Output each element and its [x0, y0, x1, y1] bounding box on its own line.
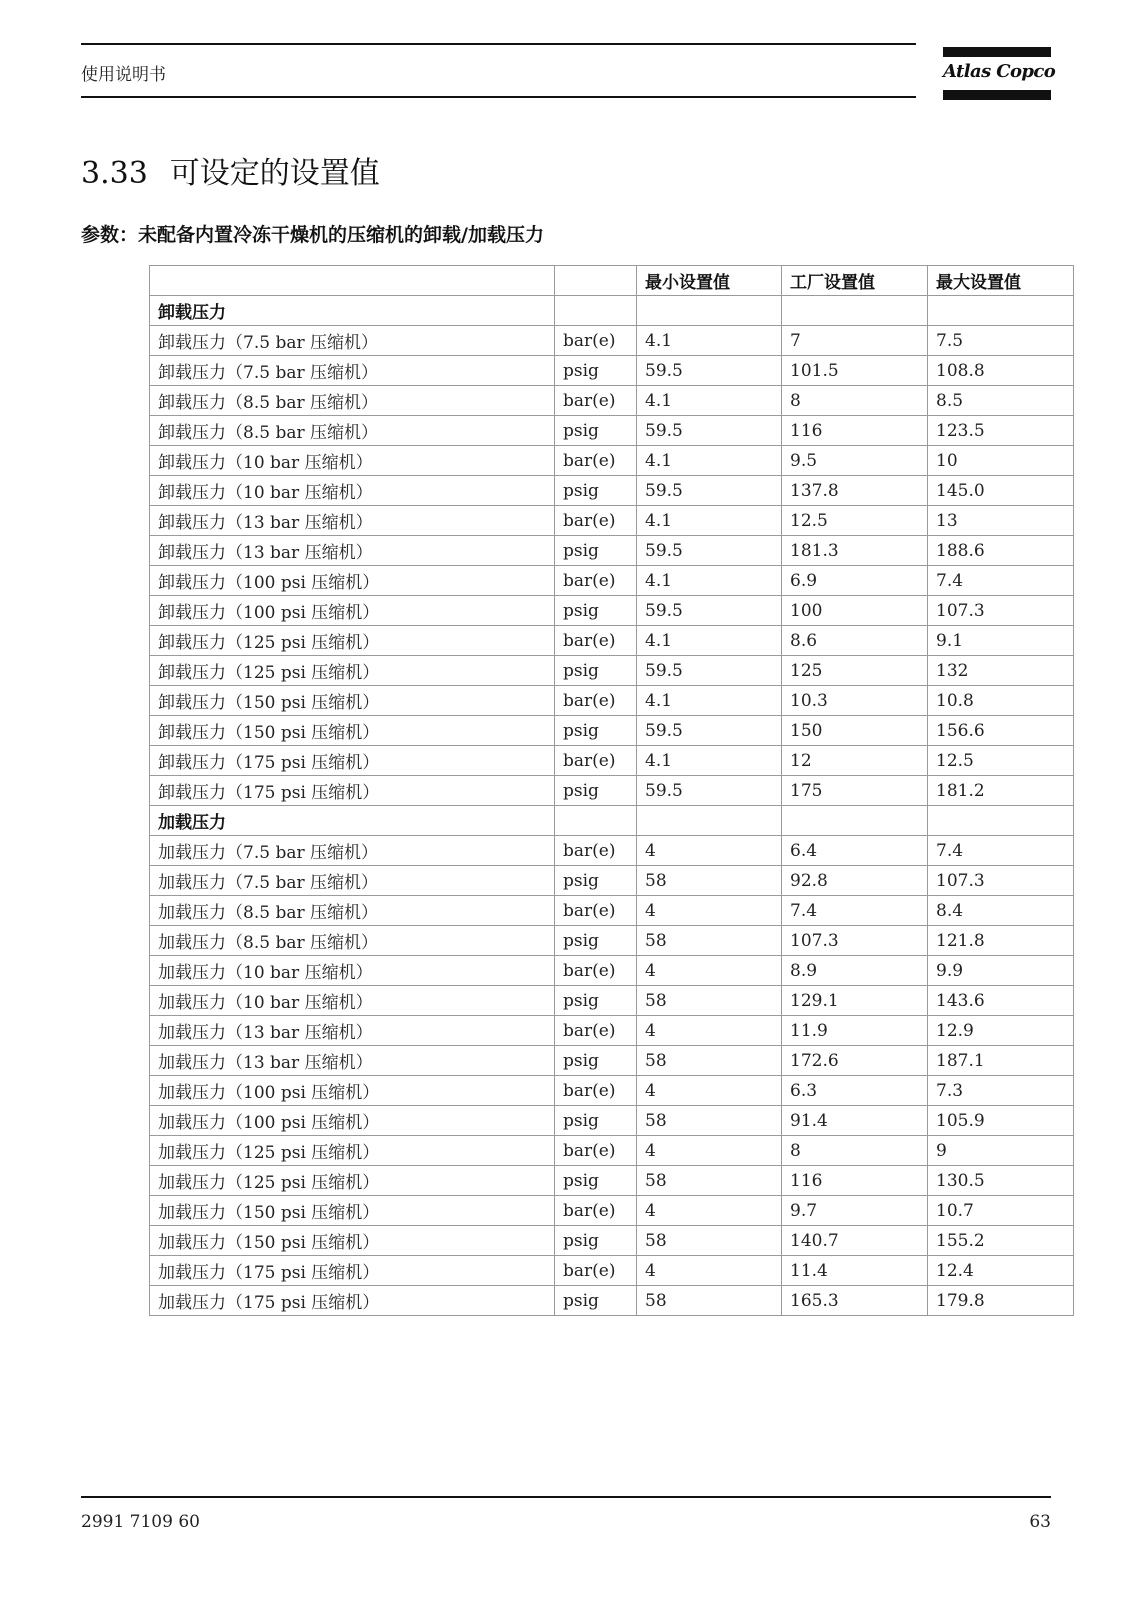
empty-cell [928, 296, 1074, 326]
cell-parameter: 加载压力（13 bar 压缩机） [150, 1016, 555, 1046]
cell-max: 108.8 [928, 356, 1074, 386]
cell-max: 13 [928, 506, 1074, 536]
cell-unit: bar(e) [555, 1016, 637, 1046]
cell-parameter: 卸载压力（100 psi 压缩机） [150, 596, 555, 626]
table-row [150, 716, 1074, 746]
cell-min: 59.5 [637, 536, 782, 566]
header-bottom-rule [81, 96, 916, 98]
cell-max: 9 [928, 1136, 1074, 1166]
cell-min: 4 [637, 836, 782, 866]
group-header-row [150, 806, 1074, 836]
cell-unit: bar(e) [555, 1196, 637, 1226]
empty-cell [637, 806, 782, 836]
cell-max: 10 [928, 446, 1074, 476]
table-row [150, 1106, 1074, 1136]
table-row [150, 566, 1074, 596]
cell-min: 58 [637, 1286, 782, 1316]
cell-factory: 150 [782, 716, 928, 746]
cell-factory: 8.6 [782, 626, 928, 656]
cell-max: 132 [928, 656, 1074, 686]
table-row [150, 656, 1074, 686]
group-label: 卸载压力 [150, 296, 555, 326]
cell-parameter: 卸载压力（175 psi 压缩机） [150, 776, 555, 806]
table-row [150, 896, 1074, 926]
column-header-factory: 工厂设置值 [782, 266, 928, 296]
cell-factory: 92.8 [782, 866, 928, 896]
cell-parameter: 加载压力（7.5 bar 压缩机） [150, 866, 555, 896]
table-row [150, 446, 1074, 476]
cell-unit: bar(e) [555, 506, 637, 536]
cell-max: 9.1 [928, 626, 1074, 656]
cell-min: 59.5 [637, 476, 782, 506]
cell-parameter: 加载压力（175 psi 压缩机） [150, 1286, 555, 1316]
cell-parameter: 加载压力（175 psi 压缩机） [150, 1256, 555, 1286]
cell-min: 59.5 [637, 416, 782, 446]
cell-factory: 125 [782, 656, 928, 686]
cell-min: 4.1 [637, 326, 782, 356]
cell-max: 123.5 [928, 416, 1074, 446]
cell-factory: 129.1 [782, 986, 928, 1016]
cell-factory: 11.4 [782, 1256, 928, 1286]
cell-parameter: 加载压力（100 psi 压缩机） [150, 1106, 555, 1136]
cell-factory: 12 [782, 746, 928, 776]
column-header-min: 最小设置值 [637, 266, 782, 296]
cell-factory: 7 [782, 326, 928, 356]
cell-factory: 100 [782, 596, 928, 626]
group-header-row [150, 296, 1074, 326]
cell-factory: 175 [782, 776, 928, 806]
cell-unit: bar(e) [555, 1136, 637, 1166]
cell-max: 121.8 [928, 926, 1074, 956]
cell-factory: 12.5 [782, 506, 928, 536]
section-number: 3.33 [81, 156, 148, 191]
manual-title: 使用说明书 [81, 65, 166, 85]
cell-min: 59.5 [637, 596, 782, 626]
cell-parameter: 加载压力（8.5 bar 压缩机） [150, 896, 555, 926]
cell-factory: 165.3 [782, 1286, 928, 1316]
cell-min: 4 [637, 1136, 782, 1166]
table-row [150, 1076, 1074, 1106]
cell-parameter: 加载压力（125 psi 压缩机） [150, 1166, 555, 1196]
cell-max: 105.9 [928, 1106, 1074, 1136]
cell-parameter: 卸载压力（7.5 bar 压缩机） [150, 356, 555, 386]
cell-min: 58 [637, 866, 782, 896]
cell-min: 58 [637, 1046, 782, 1076]
empty-cell [928, 806, 1074, 836]
cell-max: 9.9 [928, 956, 1074, 986]
cell-min: 4.1 [637, 686, 782, 716]
cell-min: 4.1 [637, 506, 782, 536]
table-row [150, 326, 1074, 356]
logo-top-bar [943, 47, 1051, 57]
settings-table-body [150, 266, 1074, 1316]
table-row [150, 1226, 1074, 1256]
cell-unit: psig [555, 1286, 637, 1316]
cell-unit: psig [555, 1106, 637, 1136]
cell-max: 12.4 [928, 1256, 1074, 1286]
cell-parameter: 卸载压力（150 psi 压缩机） [150, 716, 555, 746]
cell-min: 4.1 [637, 566, 782, 596]
cell-min: 59.5 [637, 716, 782, 746]
cell-factory: 10.3 [782, 686, 928, 716]
cell-parameter: 卸载压力（13 bar 压缩机） [150, 506, 555, 536]
table-row [150, 1166, 1074, 1196]
cell-max: 188.6 [928, 536, 1074, 566]
cell-max: 7.3 [928, 1076, 1074, 1106]
cell-parameter: 加载压力（150 psi 压缩机） [150, 1226, 555, 1256]
cell-max: 12.5 [928, 746, 1074, 776]
cell-parameter: 加载压力（7.5 bar 压缩机） [150, 836, 555, 866]
cell-unit: bar(e) [555, 1256, 637, 1286]
table-row [150, 1196, 1074, 1226]
cell-unit: psig [555, 656, 637, 686]
table-row [150, 686, 1074, 716]
atlas-copco-logo [943, 47, 1056, 101]
cell-factory: 107.3 [782, 926, 928, 956]
cell-max: 181.2 [928, 776, 1074, 806]
cell-unit: bar(e) [555, 326, 637, 356]
table-row [150, 746, 1074, 776]
cell-min: 4 [637, 1196, 782, 1226]
cell-unit: psig [555, 926, 637, 956]
cell-factory: 8 [782, 386, 928, 416]
cell-unit: psig [555, 1046, 637, 1076]
cell-unit: psig [555, 536, 637, 566]
cell-max: 155.2 [928, 1226, 1074, 1256]
table-row [150, 1046, 1074, 1076]
cell-max: 179.8 [928, 1286, 1074, 1316]
cell-max: 7.5 [928, 326, 1074, 356]
cell-parameter: 卸载压力（8.5 bar 压缩机） [150, 416, 555, 446]
cell-parameter: 卸载压力（7.5 bar 压缩机） [150, 326, 555, 356]
cell-max: 7.4 [928, 566, 1074, 596]
cell-max: 8.5 [928, 386, 1074, 416]
cell-factory: 9.5 [782, 446, 928, 476]
document-number: 2991 7109 60 [81, 1512, 200, 1532]
cell-max: 107.3 [928, 866, 1074, 896]
table-row [150, 386, 1074, 416]
cell-parameter: 卸载压力（13 bar 压缩机） [150, 536, 555, 566]
parameter-subtitle: 参数：未配备内置冷冻干燥机的压缩机的卸载/加载压力 [81, 224, 544, 246]
table-row [150, 1256, 1074, 1286]
logo-text: Atlas Copco [943, 61, 1056, 82]
table-row [150, 836, 1074, 866]
cell-parameter: 加载压力（10 bar 压缩机） [150, 986, 555, 1016]
cell-min: 58 [637, 926, 782, 956]
empty-cell [555, 806, 637, 836]
empty-cell [637, 296, 782, 326]
cell-min: 58 [637, 1106, 782, 1136]
cell-factory: 8.9 [782, 956, 928, 986]
cell-min: 4.1 [637, 446, 782, 476]
cell-max: 12.9 [928, 1016, 1074, 1046]
cell-unit: psig [555, 1166, 637, 1196]
cell-factory: 6.3 [782, 1076, 928, 1106]
table-row [150, 776, 1074, 806]
cell-parameter: 卸载压力（175 psi 压缩机） [150, 746, 555, 776]
cell-unit: psig [555, 986, 637, 1016]
table-row [150, 1016, 1074, 1046]
cell-max: 10.7 [928, 1196, 1074, 1226]
cell-unit: bar(e) [555, 1076, 637, 1106]
cell-unit: bar(e) [555, 386, 637, 416]
cell-factory: 116 [782, 416, 928, 446]
cell-factory: 7.4 [782, 896, 928, 926]
cell-max: 130.5 [928, 1166, 1074, 1196]
cell-unit: psig [555, 476, 637, 506]
page-number: 63 [1029, 1512, 1051, 1532]
cell-unit: bar(e) [555, 836, 637, 866]
cell-parameter: 卸载压力（125 psi 压缩机） [150, 656, 555, 686]
cell-min: 58 [637, 1166, 782, 1196]
cell-parameter: 卸载压力（8.5 bar 压缩机） [150, 386, 555, 416]
column-header-unit [555, 266, 637, 296]
table-row [150, 626, 1074, 656]
table-row [150, 536, 1074, 566]
cell-max: 156.6 [928, 716, 1074, 746]
cell-min: 4 [637, 956, 782, 986]
cell-factory: 140.7 [782, 1226, 928, 1256]
cell-factory: 6.9 [782, 566, 928, 596]
cell-parameter: 卸载压力（150 psi 压缩机） [150, 686, 555, 716]
cell-unit: psig [555, 596, 637, 626]
cell-unit: bar(e) [555, 626, 637, 656]
cell-unit: bar(e) [555, 896, 637, 926]
table-row [150, 416, 1074, 446]
cell-min: 58 [637, 1226, 782, 1256]
cell-factory: 181.3 [782, 536, 928, 566]
cell-parameter: 加载压力（125 psi 压缩机） [150, 1136, 555, 1166]
column-header-max: 最大设置值 [928, 266, 1074, 296]
cell-min: 59.5 [637, 356, 782, 386]
cell-min: 59.5 [637, 656, 782, 686]
cell-max: 8.4 [928, 896, 1074, 926]
cell-unit: bar(e) [555, 446, 637, 476]
group-label: 加载压力 [150, 806, 555, 836]
table-row [150, 506, 1074, 536]
cell-factory: 137.8 [782, 476, 928, 506]
cell-unit: psig [555, 716, 637, 746]
table-row [150, 866, 1074, 896]
logo-bottom-bar [943, 90, 1051, 100]
table-row [150, 986, 1074, 1016]
table-row [150, 476, 1074, 506]
cell-max: 7.4 [928, 836, 1074, 866]
section-title: 可设定的设置值 [169, 156, 380, 191]
cell-max: 107.3 [928, 596, 1074, 626]
cell-max: 143.6 [928, 986, 1074, 1016]
cell-factory: 6.4 [782, 836, 928, 866]
cell-parameter: 加载压力（150 psi 压缩机） [150, 1196, 555, 1226]
footer-rule [81, 1496, 1051, 1498]
cell-unit: bar(e) [555, 746, 637, 776]
cell-parameter: 加载压力（10 bar 压缩机） [150, 956, 555, 986]
cell-unit: psig [555, 776, 637, 806]
empty-cell [555, 296, 637, 326]
cell-factory: 172.6 [782, 1046, 928, 1076]
cell-parameter: 加载压力（13 bar 压缩机） [150, 1046, 555, 1076]
table-row [150, 356, 1074, 386]
table-row [150, 1136, 1074, 1166]
cell-parameter: 卸载压力（125 psi 压缩机） [150, 626, 555, 656]
table-row [150, 926, 1074, 956]
cell-parameter: 加载压力（8.5 bar 压缩机） [150, 926, 555, 956]
cell-min: 4.1 [637, 746, 782, 776]
cell-min: 59.5 [637, 776, 782, 806]
cell-factory: 11.9 [782, 1016, 928, 1046]
cell-factory: 101.5 [782, 356, 928, 386]
cell-factory: 8 [782, 1136, 928, 1166]
table-row [150, 596, 1074, 626]
cell-min: 4 [637, 896, 782, 926]
cell-min: 4 [637, 1076, 782, 1106]
column-header-parameter [150, 266, 555, 296]
cell-unit: psig [555, 356, 637, 386]
section-heading [81, 148, 380, 192]
cell-parameter: 卸载压力（10 bar 压缩机） [150, 476, 555, 506]
header-top-rule [81, 43, 916, 45]
cell-unit: psig [555, 1226, 637, 1256]
empty-cell [782, 806, 928, 836]
cell-min: 58 [637, 986, 782, 1016]
cell-min: 4.1 [637, 626, 782, 656]
cell-unit: bar(e) [555, 566, 637, 596]
cell-parameter: 卸载压力（10 bar 压缩机） [150, 446, 555, 476]
cell-factory: 116 [782, 1166, 928, 1196]
cell-min: 4 [637, 1256, 782, 1286]
cell-parameter: 卸载压力（100 psi 压缩机） [150, 566, 555, 596]
cell-max: 10.8 [928, 686, 1074, 716]
cell-unit: psig [555, 866, 637, 896]
cell-max: 187.1 [928, 1046, 1074, 1076]
settings-table [149, 265, 1074, 1316]
cell-factory: 9.7 [782, 1196, 928, 1226]
table-row [150, 956, 1074, 986]
cell-unit: bar(e) [555, 956, 637, 986]
cell-min: 4.1 [637, 386, 782, 416]
table-header-row [150, 266, 1074, 296]
cell-unit: psig [555, 416, 637, 446]
cell-min: 4 [637, 1016, 782, 1046]
cell-parameter: 加载压力（100 psi 压缩机） [150, 1076, 555, 1106]
cell-unit: bar(e) [555, 686, 637, 716]
empty-cell [782, 296, 928, 326]
table-row [150, 1286, 1074, 1316]
cell-max: 145.0 [928, 476, 1074, 506]
cell-factory: 91.4 [782, 1106, 928, 1136]
